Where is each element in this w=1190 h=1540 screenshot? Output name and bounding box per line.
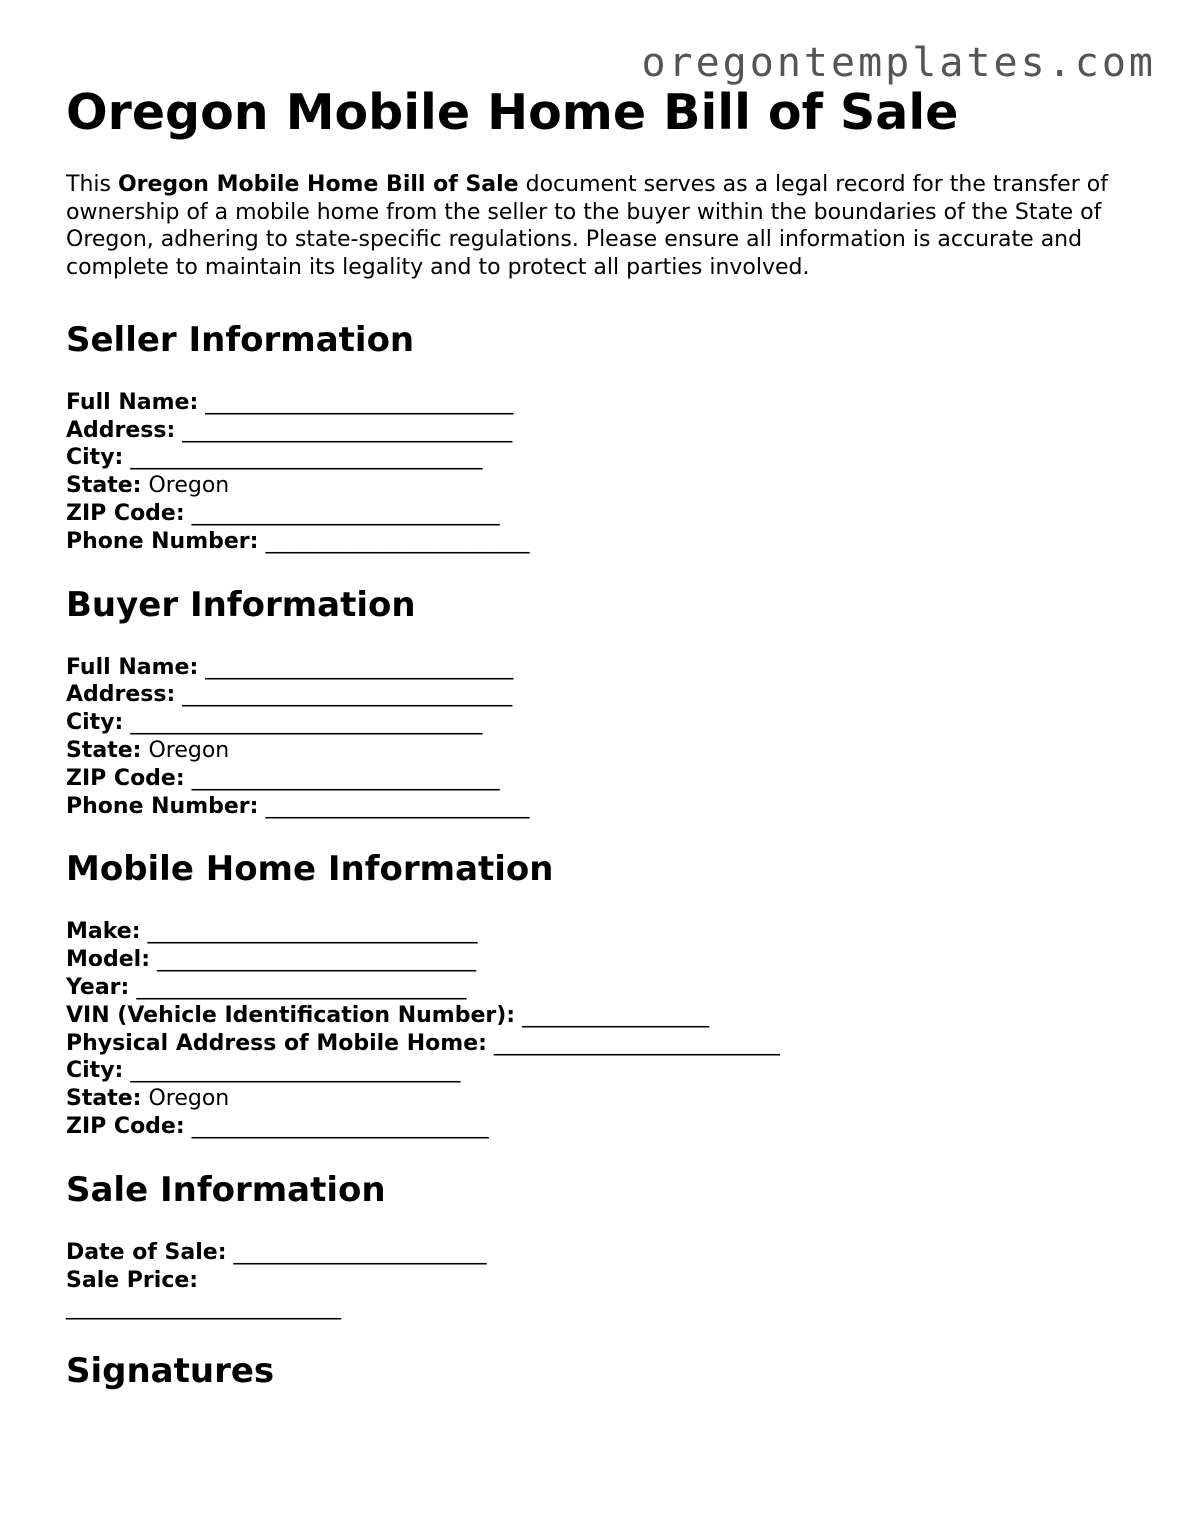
make-blank[interactable]: ______________________________ bbox=[147, 919, 478, 945]
buyer-address-label: Address: bbox=[66, 682, 176, 708]
home-zip-row[interactable] bbox=[66, 1113, 1126, 1141]
buyer-zip-label: ZIP Code: bbox=[66, 765, 185, 791]
seller-state-value: Oregon bbox=[148, 473, 230, 499]
buyer-city-label: City: bbox=[66, 710, 124, 736]
buyer-address-blank[interactable]: ______________________________ bbox=[182, 682, 513, 708]
seller-zip-blank[interactable]: ____________________________ bbox=[191, 501, 500, 526]
home-state-label: State: bbox=[66, 1086, 142, 1112]
home-zip-label: ZIP Code: bbox=[66, 1113, 185, 1139]
seller-city-label: City: bbox=[66, 445, 124, 471]
buyer-state-label: State: bbox=[66, 737, 142, 763]
buyer-zip-blank[interactable]: ____________________________ bbox=[191, 765, 500, 791]
home-city-blank[interactable]: ______________________________ bbox=[130, 1058, 461, 1084]
buyer-state-value: Oregon bbox=[148, 737, 230, 763]
home-state-value: Oregon bbox=[148, 1086, 230, 1112]
buyer-full-name-blank[interactable]: ____________________________ bbox=[205, 654, 514, 680]
seller-city-row[interactable] bbox=[66, 444, 1126, 472]
buyer-city-row[interactable] bbox=[66, 709, 1126, 737]
year-blank[interactable]: ______________________________ bbox=[136, 974, 467, 1000]
intro-paragraph bbox=[66, 171, 1126, 282]
home-city-label: City: bbox=[66, 1058, 124, 1084]
document-title: Oregon Mobile Home Bill of Sale bbox=[66, 84, 959, 141]
seller-full-name-row[interactable] bbox=[66, 389, 1126, 417]
seller-heading: Seller Information bbox=[66, 319, 415, 360]
sale-price-row[interactable] bbox=[66, 1267, 1126, 1295]
model-row[interactable] bbox=[66, 946, 1126, 974]
seller-fields bbox=[66, 389, 1126, 556]
model-blank[interactable]: _____________________________ bbox=[157, 947, 477, 973]
buyer-state-row bbox=[66, 737, 1126, 765]
buyer-phone-blank[interactable]: ________________________ bbox=[265, 793, 530, 819]
year-label: Year: bbox=[66, 974, 130, 1000]
vin-blank[interactable]: _________________ bbox=[522, 1002, 710, 1028]
seller-address-blank[interactable]: ______________________________ bbox=[182, 417, 513, 443]
buyer-city-blank[interactable]: ________________________________ bbox=[130, 710, 483, 736]
seller-full-name-blank[interactable]: ____________________________ bbox=[205, 389, 514, 415]
sale-date-label: Date of Sale: bbox=[66, 1239, 227, 1265]
buyer-heading: Buyer Information bbox=[66, 584, 416, 625]
home-zip-blank[interactable]: ___________________________ bbox=[191, 1113, 489, 1139]
buyer-fields bbox=[66, 654, 1126, 821]
make-row[interactable] bbox=[66, 918, 1126, 946]
buyer-full-name-label: Full Name: bbox=[66, 654, 199, 680]
sale-price-blank[interactable]: _________________________ bbox=[66, 1295, 341, 1321]
buyer-phone-label: Phone Number: bbox=[66, 793, 259, 819]
seller-full-name-label: Full Name: bbox=[66, 389, 199, 415]
seller-phone-label: Phone Number: bbox=[66, 528, 259, 554]
sale-date-blank[interactable]: _______________________ bbox=[233, 1239, 487, 1265]
sale-date-row[interactable] bbox=[66, 1239, 1126, 1267]
sale-fields bbox=[66, 1239, 1126, 1322]
document-page bbox=[66, 84, 1126, 1391]
buyer-full-name-row[interactable] bbox=[66, 654, 1126, 682]
seller-zip-row[interactable] bbox=[66, 500, 1126, 528]
intro-lead: This bbox=[66, 172, 118, 197]
mobile-home-fields bbox=[66, 918, 1126, 1140]
seller-state-label: State: bbox=[66, 473, 142, 499]
physical-address-blank[interactable]: __________________________ bbox=[493, 1030, 780, 1056]
seller-phone-blank[interactable]: ________________________ bbox=[265, 528, 530, 554]
vin-row[interactable] bbox=[66, 1002, 1126, 1030]
seller-zip-label: ZIP Code: bbox=[66, 501, 185, 526]
physical-address-row[interactable] bbox=[66, 1030, 1126, 1058]
sale-heading: Sale Information bbox=[66, 1169, 386, 1210]
home-state-row bbox=[66, 1085, 1126, 1113]
seller-address-label: Address: bbox=[66, 417, 176, 443]
seller-state-row bbox=[66, 472, 1126, 500]
sale-price-label: Sale Price: bbox=[66, 1267, 199, 1293]
mobile-home-heading: Mobile Home Information bbox=[66, 849, 554, 890]
intro-bold: Oregon Mobile Home Bill of Sale bbox=[117, 172, 519, 197]
intro-rest: document serves as a legal record for the transfer of ownership of a mobile home from the seller to the buyer within the boundaries of the State of Oregon, adhering to state-specific regulations. Please ensure all information is accurate and complete to maintain its legality and to protect all parties involved. bbox=[66, 172, 1108, 281]
seller-city-blank[interactable]: ________________________________ bbox=[130, 445, 483, 471]
signatures-heading: Signatures bbox=[66, 1351, 275, 1392]
site-watermark: oregontemplates.com bbox=[641, 40, 1156, 86]
seller-address-row[interactable] bbox=[66, 417, 1126, 445]
home-city-row[interactable] bbox=[66, 1057, 1126, 1085]
buyer-address-row[interactable] bbox=[66, 681, 1126, 709]
buyer-phone-row[interactable] bbox=[66, 793, 1126, 821]
year-row[interactable] bbox=[66, 974, 1126, 1002]
buyer-zip-row[interactable] bbox=[66, 765, 1126, 793]
sale-price-blank-row[interactable] bbox=[66, 1294, 1126, 1322]
make-label: Make: bbox=[66, 919, 141, 945]
vin-label: VIN (Vehicle Identification Number): bbox=[66, 1002, 516, 1028]
physical-address-label: Physical Address of Mobile Home: bbox=[66, 1030, 487, 1056]
model-label: Model: bbox=[66, 947, 151, 973]
seller-phone-row[interactable] bbox=[66, 528, 1126, 556]
